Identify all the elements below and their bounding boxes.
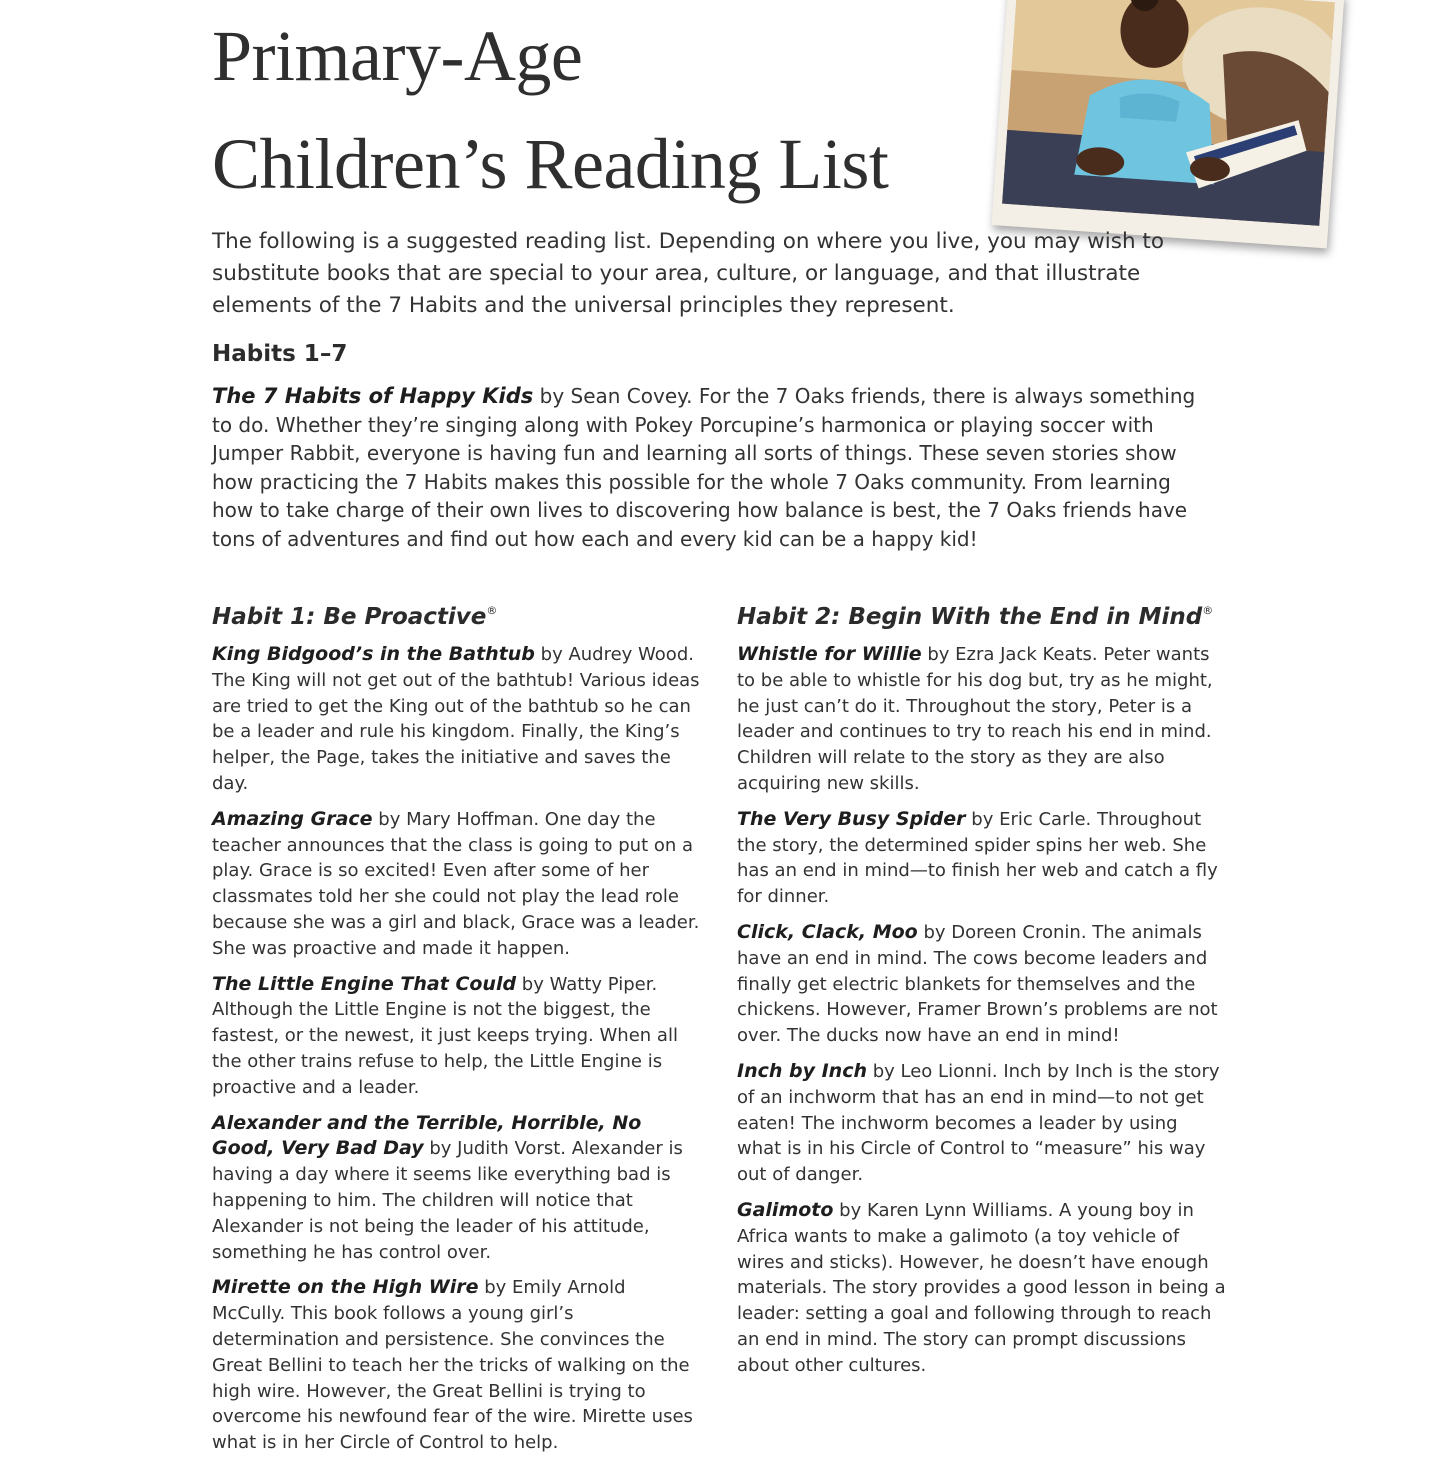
book-title: Mirette on the High Wire: [212, 1276, 479, 1299]
habit-2-column: [737, 594, 1227, 1389]
child-reading-photo: [992, 0, 1345, 248]
book-description: by Ezra Jack Keats. Peter wants to be able to whistle for his dog but, try as he might, he just can’t do it. Throughout the story, Peter is a leader and continues to try to reach his end in mind. Children will relate to the story as they are also acquiring new skills.: [737, 644, 1213, 794]
book-title: Amazing Grace: [212, 807, 373, 830]
book-entry: [212, 642, 702, 797]
book-entry: [212, 972, 702, 1101]
book-entry: [212, 807, 702, 962]
habit-1-column: [212, 594, 702, 1466]
book-description: by Emily Arnold McCully. This book follows a young girl’s determination and persistence. She convinces the Great Bellini to teach her the tricks of walking on the high wire. However, the Great Bellini is trying to overcome his newfound fear of the wire. Mirette uses what is in her Circle of Control to help.: [212, 1277, 693, 1454]
book-entry: [737, 642, 1227, 797]
book-entry: [212, 1275, 702, 1456]
book-description: by Karen Lynn Williams. A young boy in Africa wants to make a galimoto (a toy vehicle of wires and sticks). However, he doesn’t have enough materials. The story provides a good lesson in being a leader: setting a goal and following through to reach an end in mind. The story can prompt discussions about other cultures.: [737, 1199, 1226, 1376]
book-description: by Watty Piper. Although the Little Engine is not the biggest, the fastest, or the newest, it just keeps trying. When all the other trains refuse to help, the Little Engine is proactive and a leader.: [212, 973, 678, 1098]
book-entry: [212, 1111, 702, 1266]
habit-2-heading: [737, 594, 1227, 634]
book-entry: [737, 807, 1227, 910]
book-description: by Judith Vorst. Alexander is having a day where it seems like everything bad is happening to him. The children will notice that Alexander is not being the leader of his attitude, something he has control over.: [212, 1138, 683, 1263]
book-title: Whistle for Willie: [737, 643, 922, 665]
page-title: [212, 2, 888, 218]
title-line-1: Primary-Age: [212, 16, 583, 96]
book-title: Galimoto: [737, 1198, 834, 1221]
book-entry: [737, 920, 1227, 1049]
book-title: Click, Clack, Moo: [737, 920, 918, 943]
habit-1-heading-text: Habit 1: Be Proactive: [212, 604, 487, 630]
book-title: Inch by Inch: [737, 1059, 867, 1082]
book-title: The Little Engine That Could: [212, 972, 517, 995]
habits-1-7-heading: Habits 1–7: [212, 341, 348, 367]
book-description: by Eric Carle. Throughout the story, the determined spider spins her web. She has an end in mind—to finish her web and catch a fly for dinner.: [737, 808, 1218, 908]
book-title: King Bidgood’s in the Bathtub: [212, 643, 535, 665]
intro-paragraph: The following is a suggested reading list. Depending on where you live, you may wish to substitute books that are special to your area, culture, or language, and that illustrate elements of the 7 Habits and the universal principles they represent.: [212, 229, 1164, 318]
habit-2-heading-text: Habit 2: Begin With the End in Mind: [737, 604, 1203, 630]
photo-illustration: [1002, 0, 1335, 226]
habit-1-heading: [212, 594, 702, 634]
book-description: by Doreen Cronin. The animals have an end in mind. The cows become leaders and finally get electric blankets for themselves and the chickens. However, Framer Brown’s problems are not over. The ducks now have an end in mind!: [737, 921, 1218, 1047]
book-description: by Mary Hoffman. One day the teacher announces that the class is going to put on a play. Grace is so excited! Even after some of her classmates told her she could not play the lead role because she was a girl and black, Grace was a leader. She was proactive and made it happen.: [212, 808, 700, 959]
book-description: by Leo Lionni. Inch by Inch is the story of an inchworm that has an end in mind—to not get eaten! The inchworm becomes a leader by using what is in his Circle of Control to “measure” his way out of danger.: [737, 1060, 1220, 1186]
book-entry: [737, 1198, 1227, 1379]
registered-mark: ®: [1202, 604, 1214, 617]
book-title: The Very Busy Spider: [737, 807, 966, 830]
book-title: Alexander and the Terrible, Horrible, No Good, Very Bad Day: [212, 1111, 642, 1160]
book-entry: [737, 1059, 1227, 1188]
featured-book-description: For the 7 Oaks friends, there is always something to do. Whether they’re singing along with Pokey Porcupine’s harmonica or playing soccer with Jumper Rabbit, everyone is having fun and learning all sorts of things. These seven stories show how practicing the 7 Habits makes this possible for the whole 7 Oaks community. From learning how to take charge of their own lives to discovering how balance is best, the 7 Oaks friends have tons of adventures and find out how each and every kid can be a happy kid!: [212, 384, 1196, 551]
featured-book: [212, 382, 1212, 554]
book-description: by Audrey Wood. The King will not get out of the bathtub! Various ideas are tried to get the King out of the bathtub so he can be a leader and rule his kingdom. Finally, the King’s helper, the Page, takes the initiative and saves the day.: [212, 644, 700, 794]
featured-book-author: by Sean Covey.: [533, 384, 699, 408]
title-line-2: Children’s Reading List: [212, 124, 889, 204]
featured-book-title: The 7 Habits of Happy Kids: [212, 384, 534, 408]
registered-mark: ®: [486, 604, 498, 617]
